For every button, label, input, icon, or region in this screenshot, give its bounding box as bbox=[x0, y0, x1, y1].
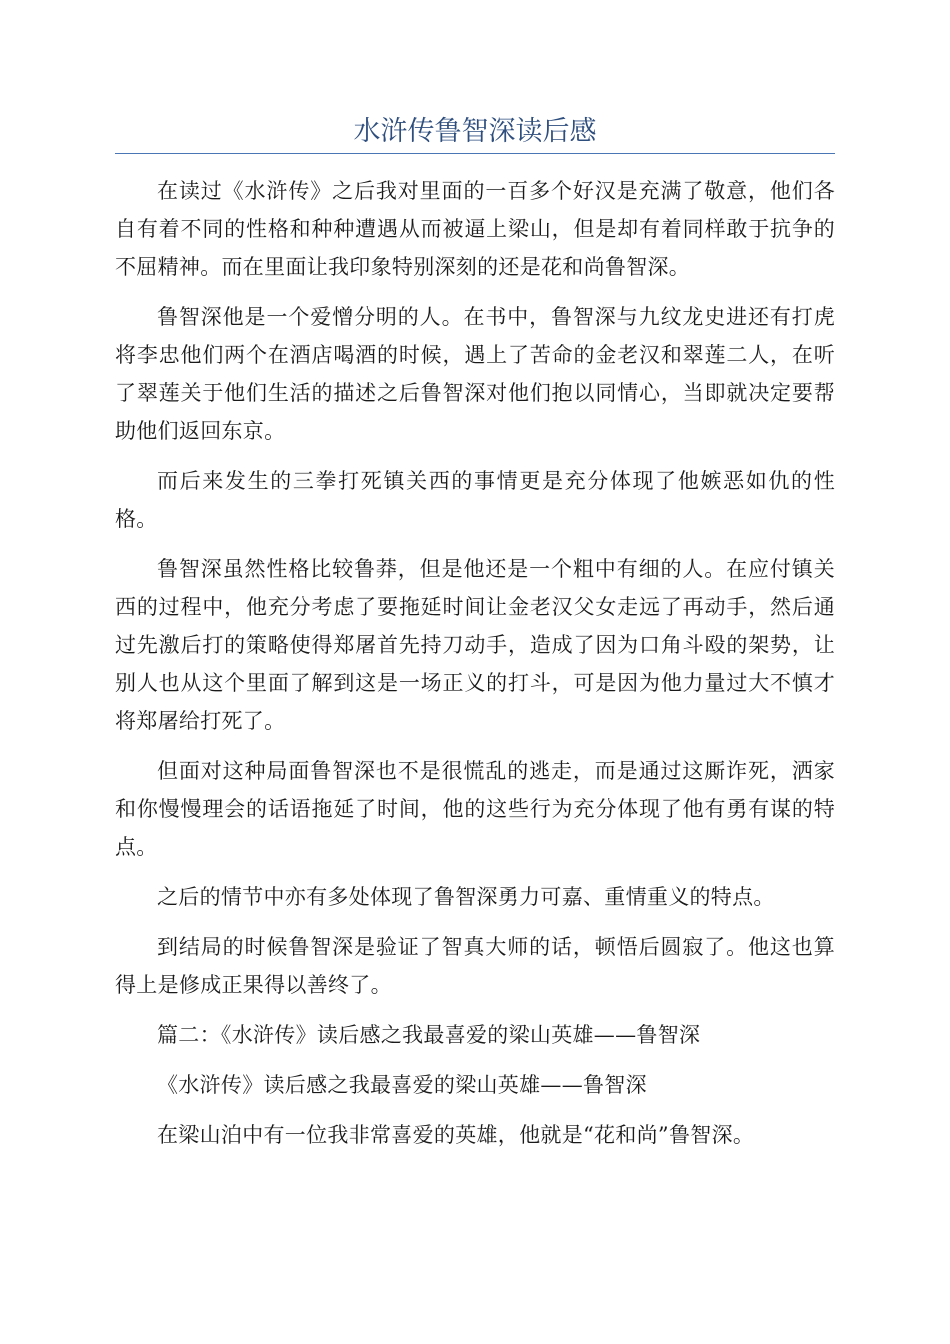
paragraph: 鲁智深他是一个爱憎分明的人。在书中，鲁智深与九纹龙史进还有打虎将李忠他们两个在酒店喝酒的时候，遇上了苦命的金老汉和翠莲二人，在听了翠莲关于他们生活的描述之后鲁智深对他们抱以同情心，当即就决定要帮助他们返回东京。 bbox=[115, 305, 835, 443]
paragraph: 鲁智深虽然性格比较鲁莽，但是他还是一个粗中有细的人。在应付镇关西的过程中，他充分考虑了要拖延时间让金老汉父女走远了再动手，然后通过先激后打的策略使得郑屠首先持刀动手，造成了因为口角斗殴的架势，让别人也从这个里面了解到这是一场正义的打斗，可是因为他力量过大不慎才将郑屠给打死了。 bbox=[115, 557, 835, 733]
subheading: 《水浒传》读后感之我最喜爱的梁山英雄——鲁智深 bbox=[157, 1073, 647, 1097]
paragraph: 之后的情节中亦有多处体现了鲁智深勇力可嘉、重情重义的特点。 bbox=[157, 885, 775, 909]
title-underline bbox=[115, 153, 835, 154]
paragraph: 但面对这种局面鲁智深也不是很慌乱的逃走，而是通过这厮诈死，洒家和你慢慢理会的话语拖延了时间，他的这些行为充分体现了他有勇有谋的特点。 bbox=[115, 759, 835, 859]
section-heading: 篇二：《水浒传》读后感之我最喜爱的梁山英雄——鲁智深 bbox=[157, 1023, 701, 1047]
paragraph: 在读过《水浒传》之后我对里面的一百多个好汉是充满了敬意，他们各自有着不同的性格和种种遭遇从而被逼上梁山，但是却有着同样敢于抗争的不屈精神。而在里面让我印象特别深刻的还是花和尚鲁智深。 bbox=[115, 179, 835, 279]
paragraph: 在梁山泊中有一位我非常喜爱的英雄，他就是“花和尚”鲁智深。 bbox=[157, 1123, 755, 1147]
document-title: 水浒传鲁智深读后感 bbox=[353, 116, 597, 147]
document-body bbox=[115, 172, 835, 1166]
paragraph: 而后来发生的三拳打死镇关西的事情更是充分体现了他嫉恶如仇的性格。 bbox=[115, 469, 835, 531]
paragraph: 到结局的时候鲁智深是验证了智真大师的话，顿悟后圆寂了。他这也算得上是修成正果得以善终了。 bbox=[115, 935, 835, 997]
